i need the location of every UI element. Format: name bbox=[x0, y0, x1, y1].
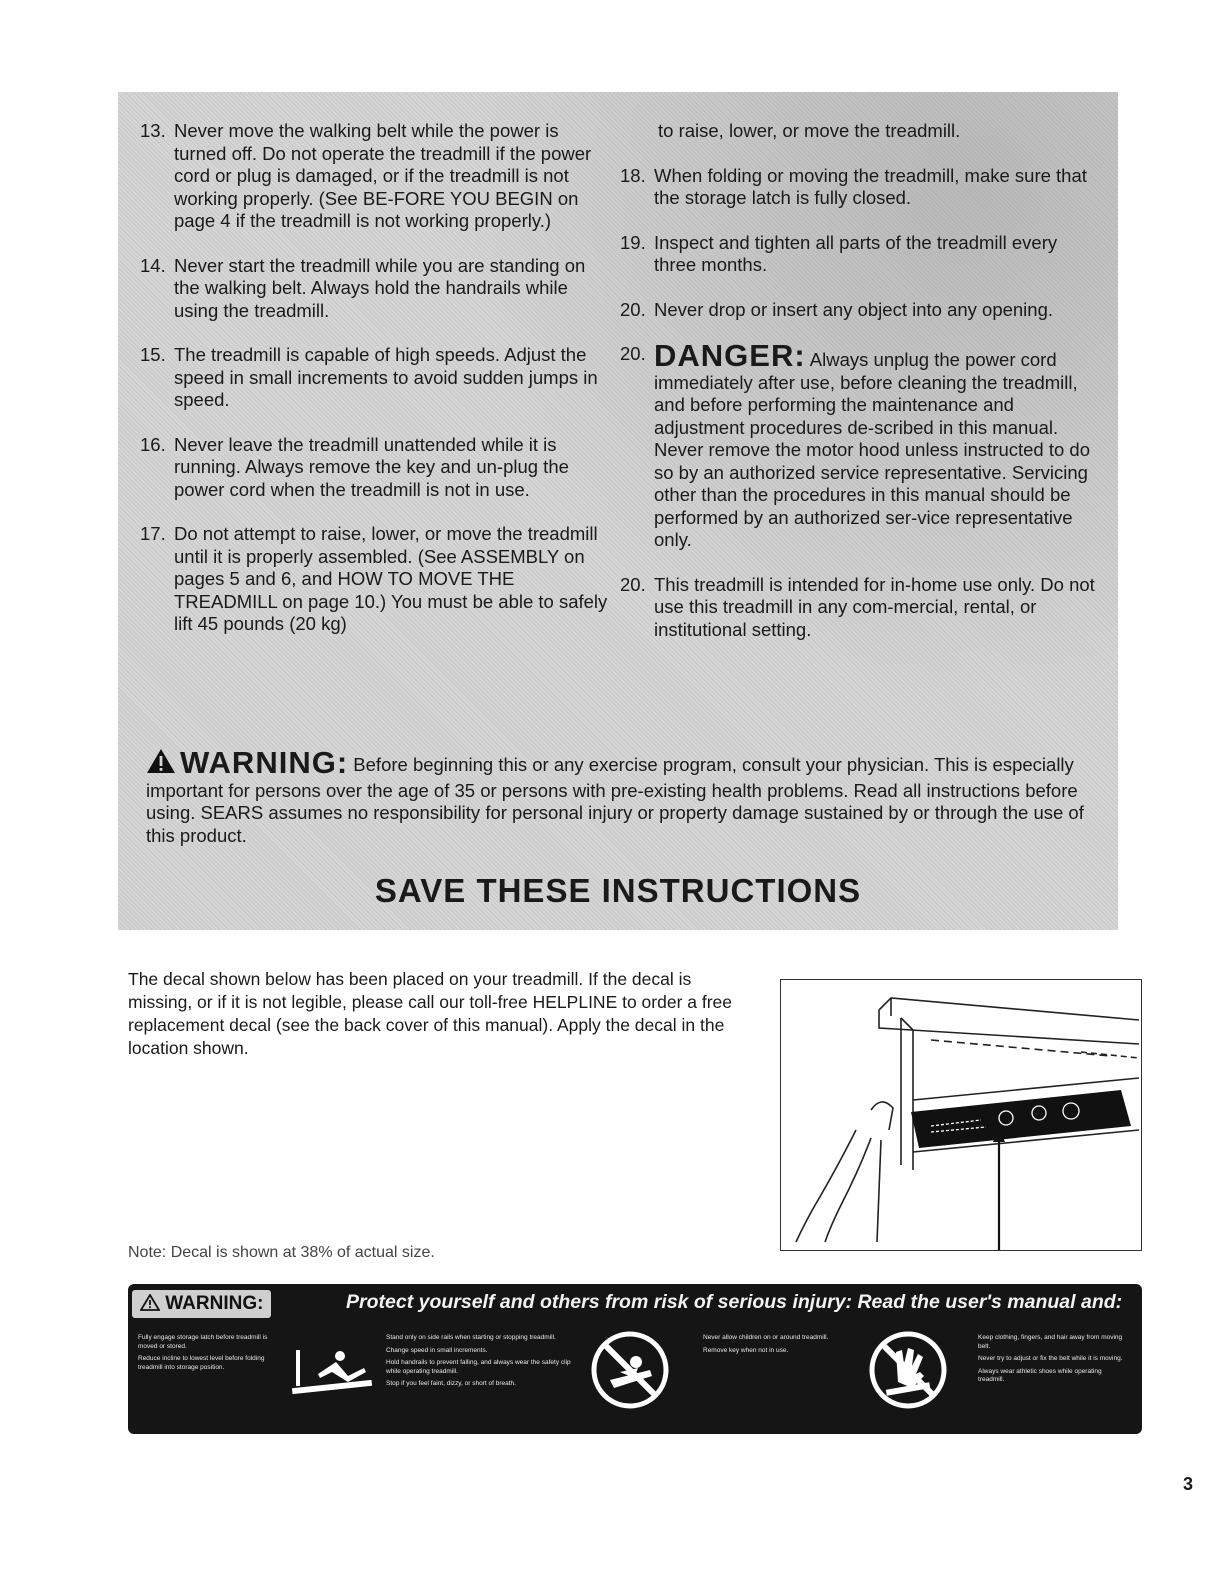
item-continuation: to raise, lower, or move the treadmill. bbox=[658, 120, 961, 141]
decal-bullet: Change speed in small increments. bbox=[386, 1346, 488, 1354]
item-number: 20. bbox=[620, 298, 646, 320]
decal-header bbox=[128, 1284, 1142, 1324]
safety-item bbox=[140, 120, 610, 233]
warning-triangle-icon bbox=[146, 748, 176, 780]
decal-column-1 bbox=[138, 1334, 268, 1376]
warning-decal bbox=[128, 1284, 1142, 1434]
item-number: 13. bbox=[140, 120, 166, 141]
warning-block bbox=[146, 745, 1111, 847]
safety-item bbox=[620, 232, 1100, 277]
decal-body bbox=[128, 1328, 1142, 1432]
decal-headline: Protect yourself and others from risk of serious injury: Read the user's manual and: bbox=[346, 1291, 1123, 1313]
decal-column-3 bbox=[703, 1334, 843, 1359]
decal-bullet: Hold handrails to prevent falling, and always wear the safety clip while operating treadmill. bbox=[386, 1359, 571, 1375]
decal-bullet: Keep clothing, fingers, and hair away from moving belt. bbox=[978, 1334, 1123, 1350]
save-instructions-title: SAVE THESE INSTRUCTIONS bbox=[374, 872, 862, 909]
decal-description: The decal shown below has been placed on your treadmill. If the decal is missing, or if it is not legible, please call our toll-free HELPLINE to order a free replacement decal (see the back cover of this manual). Apply the decal in the location shown. bbox=[128, 969, 733, 1058]
item-text: When folding or moving the treadmill, make sure that the storage latch is fully closed. bbox=[654, 164, 1087, 208]
decal-bullet: Always wear athletic shoes while operating treadmill. bbox=[978, 1367, 1102, 1383]
no-hands-icon bbox=[868, 1330, 948, 1415]
safety-list-right bbox=[620, 120, 1100, 663]
decal-bullet: Stop if you feel faint, dizzy, or short of breath. bbox=[386, 1380, 516, 1387]
danger-label: DANGER: bbox=[654, 338, 806, 373]
item-number: 18. bbox=[620, 164, 646, 186]
decal-bullet: Stand only on side rails when starting or stopping treadmill. bbox=[386, 1334, 556, 1341]
item-number: 17. bbox=[140, 523, 166, 544]
decal-bullet: Never allow children on or around treadmill. bbox=[703, 1334, 829, 1341]
warning-label: WARNING: bbox=[180, 745, 349, 780]
safety-list-left bbox=[140, 120, 610, 658]
item-text: Never start the treadmill while you are standing on the walking belt. Always hold the handrails while using the treadmill. bbox=[174, 254, 586, 321]
safety-item bbox=[620, 574, 1100, 642]
item-number: 16. bbox=[140, 433, 166, 455]
safety-item bbox=[140, 434, 610, 502]
safety-item bbox=[620, 165, 1100, 210]
decal-location-illustration bbox=[780, 979, 1142, 1251]
item-text: This treadmill is intended for in-home use only. Do not use this treadmill in any com-mercial, rental, or institutional setting. bbox=[654, 573, 1095, 640]
safety-item bbox=[620, 299, 1100, 322]
danger-text: Always unplug the power cord immediately after use, before cleaning the treadmill, and before performing the maintenance and adjustment procedures de-scribed in this manual. Never remove the motor hood unless instructed to do so by an authorized service representative. Servicing other than the procedures in this manual should be performed by an authorized ser-vice representative only. bbox=[654, 349, 1091, 550]
decal-bullet: Remove key when not in use. bbox=[703, 1346, 789, 1354]
item-text: The treadmill is capable of high speeds. Adjust the speed in small increments to avoid sudden jumps in speed. bbox=[174, 344, 598, 410]
item-text: Never leave the treadmill unattended while it is running. Always remove the key and un-plug the power cord when the treadmill is not in use. bbox=[174, 433, 569, 500]
decal-bullet: Fully engage storage latch before treadmill is moved or stored. bbox=[138, 1334, 268, 1350]
warning-text: Before beginning this or any exercise program, consult your physician. This is especially important for persons over the age of 35 or persons with pre-existing health problems. Read all instructions before using. SEARS assumes no responsibility for personal injury or property damage sustained by or through the use of this product. bbox=[146, 754, 1084, 846]
decal-column-2 bbox=[386, 1334, 576, 1393]
decal-column-4 bbox=[978, 1334, 1128, 1389]
danger-text-block bbox=[654, 338, 1100, 552]
decal-warning-badge bbox=[132, 1290, 271, 1318]
danger-item bbox=[620, 338, 1100, 552]
decal-size-note: Note: Decal is shown at 38% of actual size. bbox=[128, 1244, 435, 1261]
item-number: 20. bbox=[620, 573, 646, 595]
page-number: 3 bbox=[1183, 1474, 1194, 1494]
item-number: 20. bbox=[620, 343, 646, 364]
safety-item bbox=[140, 523, 610, 636]
safety-item bbox=[140, 344, 610, 412]
item-text: Do not attempt to raise, lower, or move the treadmill until it is properly assembled. (See ASSEMBLY on pages 5 and 6, and HOW TO MOVE THE TREADMILL on page 10.) You must be able to safely lift 45 pounds (20 kg) bbox=[174, 523, 608, 634]
item-text: Inspect and tighten all parts of the treadmill every three months. bbox=[654, 231, 1058, 275]
decal-warning-label: WARNING: bbox=[165, 1293, 264, 1314]
item-number: 15. bbox=[140, 344, 166, 365]
item-number: 19. bbox=[620, 231, 646, 253]
decal-triangle-icon bbox=[140, 1293, 165, 1314]
treadmill-fall-icon bbox=[288, 1342, 378, 1407]
item-number: 14. bbox=[140, 254, 166, 276]
item-text: Never drop or insert any object into any opening. bbox=[654, 298, 1054, 320]
decal-bullet: Never try to adjust or fix the belt while it is moving. bbox=[978, 1355, 1123, 1362]
no-children-icon bbox=[590, 1330, 670, 1415]
item-text: Never move the walking belt while the power is turned off. Do not operate the treadmill if the power cord or plug is damaged, or if the treadmill is not working properly. (See BE-FORE YOU BEGIN on page 4 if the treadmill is not working properly.) bbox=[174, 120, 592, 231]
decal-bullet: Reduce incline to lowest level before folding treadmill into storage position. bbox=[138, 1355, 265, 1371]
safety-item bbox=[140, 255, 610, 323]
